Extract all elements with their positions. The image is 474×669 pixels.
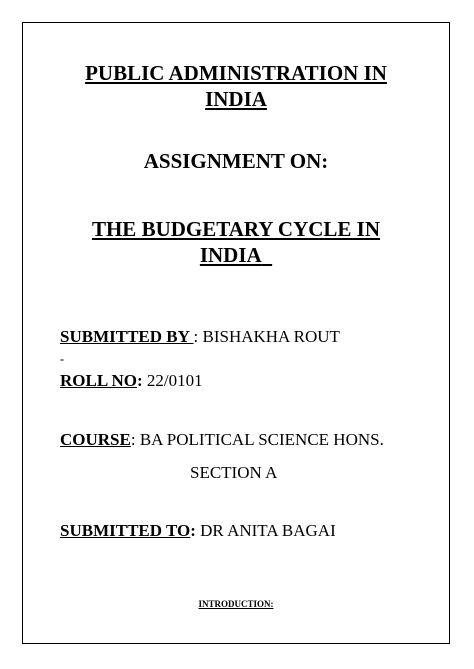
submitted-by-value: BISHAKHA ROUT [202, 327, 340, 346]
roll-no-label: ROLL NO [60, 371, 137, 390]
topic-line2: INDIA [199, 243, 262, 267]
course-section: SECTION A [190, 463, 278, 482]
assignment-label: ASSIGNMENT ON: [143, 149, 329, 173]
course-value: BA POLITICAL SCIENCE HONS. [139, 430, 384, 449]
submitted-by-label: SUBMITTED BY [60, 327, 194, 346]
introduction-heading: INTRODUCTION: [198, 599, 274, 609]
heading-line2: INDIA [205, 87, 267, 111]
submitted-to-value: DR ANITA BAGAI [200, 521, 336, 540]
roll-no-row: ROLL NO: 22/0101 [60, 371, 203, 390]
submitted-to-row: SUBMITTED TO: DR ANITA BAGAI [60, 521, 336, 540]
heading-line1: PUBLIC ADMINISTRATION IN [85, 61, 387, 85]
dash-mark: - [60, 352, 64, 366]
submitted-by-row: SUBMITTED BY : BISHAKHA ROUT [60, 327, 340, 346]
course-label: COURSE [60, 430, 131, 449]
submitted-to-label: SUBMITTED TO [60, 521, 191, 540]
topic-line1: THE BUDGETARY CYCLE IN [91, 217, 381, 241]
roll-no-value: 22/0101 [146, 371, 203, 390]
course-row: COURSE: BA POLITICAL SCIENCE HONS. [60, 430, 384, 449]
